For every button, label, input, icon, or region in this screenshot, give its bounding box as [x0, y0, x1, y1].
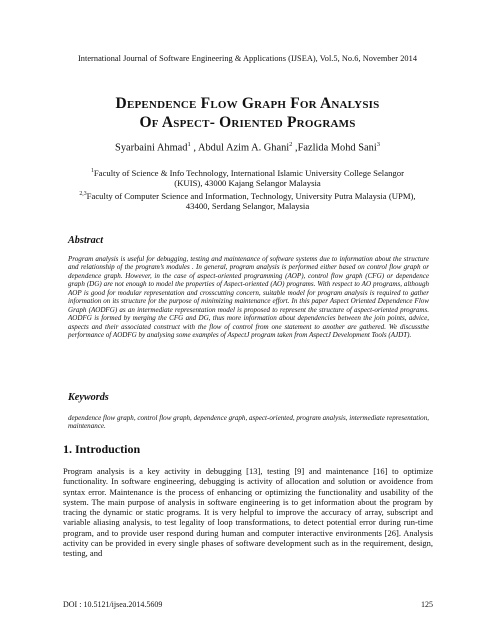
keywords-heading: Keywords: [68, 392, 109, 403]
affiliation-2-line-1: $^{2,3}$Faculty of Computer Science and Information, Technology, University Putra Malaysia (UPM),: [79, 190, 416, 201]
affiliation-mark: 1: [90, 168, 94, 174]
introduction-text: Program analysis is a key activity in debugging [13], testing [9] and maintenance [16] to optimize functionality. In software engineering, debugging is activity of allocation and solution or avoidence from syntax error. Maintenance is the process of enhancing or optimizing the functionality and usability of the system. The main purpose of analysis in software engineering is to get information about the program by tracing the dynamic or static programs. It is very helpful to improve the accuracy of array, subscript and variable aliasing analysis, to test legality of loop transformations, to detect potential error during run-time program, and to provide user respond during human and computer interactive environments [26]. Analysis activity can be provided in every single phases of software development such as in the requirement, design, testing, and: [63, 466, 433, 559]
author-list: [0, 141, 495, 153]
affiliation-2-line-2: 43400, Serdang Selangor, Malaysia: [185, 201, 310, 211]
author-separator: ,: [292, 142, 298, 154]
author-affiliation-mark: 2: [289, 141, 293, 148]
affiliations: [40, 166, 455, 211]
author-name: Abdul Azim A. Ghani: [197, 142, 290, 154]
title-line-2: Of Aspect- Oriented Programs: [139, 114, 356, 131]
abstract-heading: Abstract: [68, 235, 104, 246]
keywords-text: dependence flow graph, control flow graph, dependence graph, aspect-oriented, program analysis, intermediate representation, maintenance.: [68, 414, 429, 431]
author-affiliation-mark: 3: [376, 141, 380, 148]
paper-title: [40, 94, 455, 132]
doi-link[interactable]: DOI : 10.5121/ijsea.2014.5609: [63, 600, 163, 609]
introduction-heading: 1. Introduction: [63, 442, 141, 456]
affiliation-mark: 2,3: [79, 190, 87, 197]
page-number: 125: [421, 600, 433, 609]
journal-header: International Journal of Software Engineering & Applications (IJSEA), Vol.5, No.6, November 2014: [77, 54, 418, 63]
affiliation-1-line-1: $^1$Faculty of Science & Info Technology, International Islamic University College Selangor: [90, 167, 405, 178]
title-line-1: Dependence Flow Graph For Analysis: [115, 95, 380, 112]
author-affiliation-mark: 1: [187, 141, 191, 148]
abstract-text: Program analysis is useful for debugging, testing and maintenance of software systems due to information about the structure and relationship of the program’s modules . In general, program analysis is performed either based on control flow graph or dependence graph. However, in the case of aspect-oriented programming (AOP), control flow graph (CFG) or dependence graph (DG) are not enough to model the properties of Aspect-oriented (AO) programs. With respect to AO programs, although AOP is good for modular representation and crosscutting concern, suitable model for program analysis is required to gather information on its structure for the purpose of minimizing maintenance effort. In this paper Aspect Oriented Dependence Flow Graph (AODFG) as an intermediate representation model is proposed to represent the structure of aspect-oriented programs. AODFG is formed by merging the CFG and DG, thus more information about dependencies between the join points, advice, aspects and their associated construct with the flow of control from one statement to another are gathered. We discussthe performance of AODFG by analysing some examples of AspectJ program taken from AspectJ Development Tools (AJDT).: [68, 255, 429, 340]
author-separator: ,: [190, 142, 198, 154]
author-name: Fazlida Mohd Sani: [297, 142, 377, 154]
author-name: Syarbaini Ahmad: [115, 142, 188, 154]
affiliation-1-line-2: (KUIS), 43000 Kajang Selangor Malaysia: [174, 178, 321, 189]
